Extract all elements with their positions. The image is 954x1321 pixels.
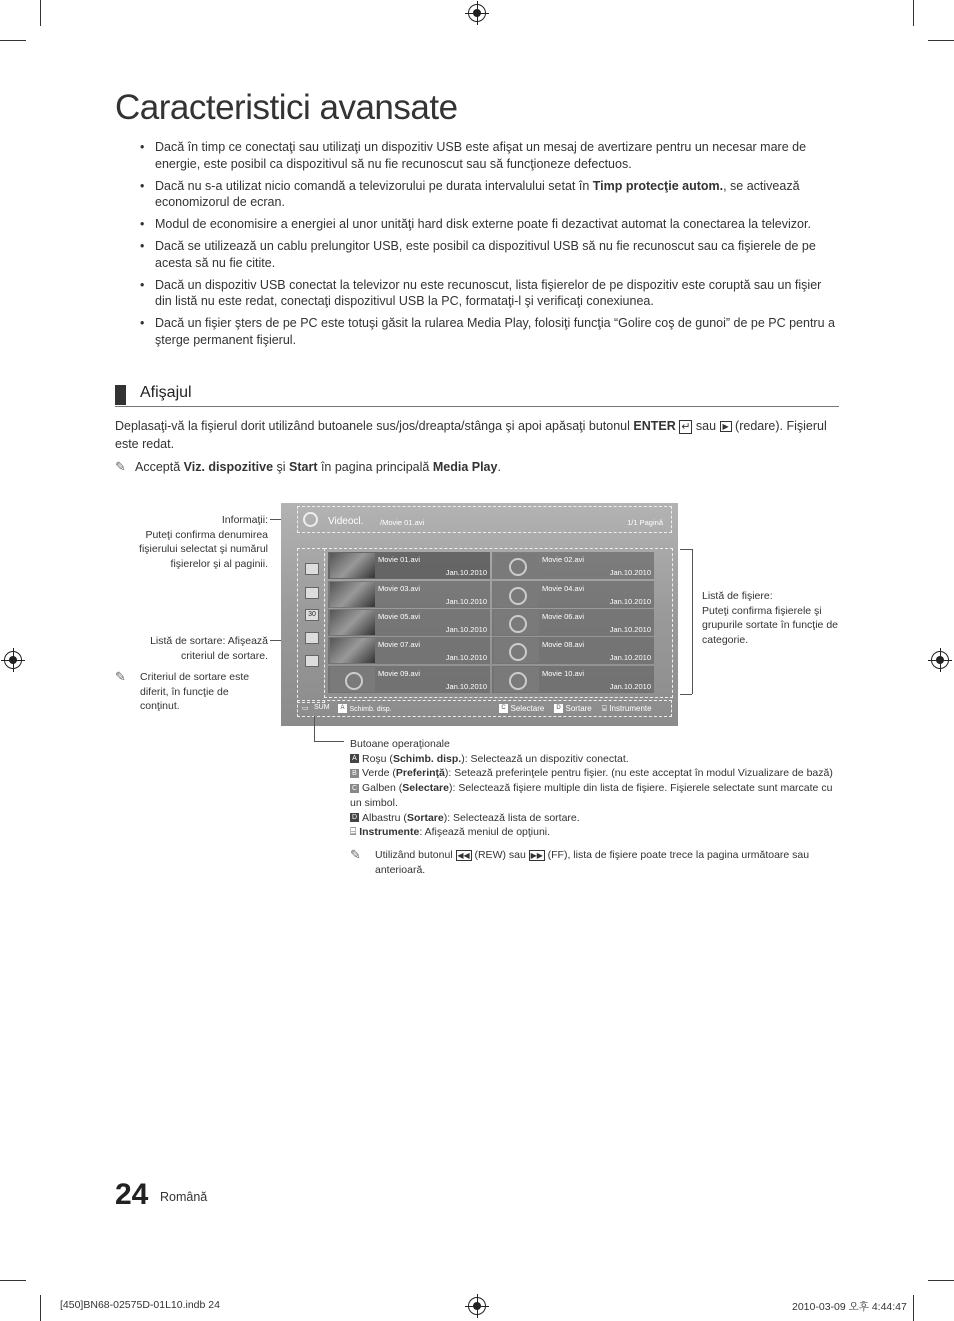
bracket-line [692, 549, 693, 694]
bullet-item: • Dacă se utilizează un cablu prelungitor USB, este posibil ca dispozitivul USB să nu fie recunoscut sau ca fişierele de pe acesta să nu fie citite. [140, 238, 840, 271]
registration-mark-icon [468, 4, 486, 22]
ops-blue [350, 811, 840, 826]
key-c: C [499, 704, 508, 713]
file-item[interactable] [328, 552, 490, 579]
crop-mark [0, 40, 26, 41]
green-key-icon: B [350, 769, 359, 778]
thumbnail [330, 582, 375, 607]
sort-button[interactable] [554, 703, 592, 713]
section-header [115, 383, 839, 407]
footer-date: 2010-03-09 오후 4:44:47 [792, 1301, 907, 1313]
media-play-screen [281, 503, 678, 726]
ops-green [350, 766, 840, 781]
file-name: Movie 06.avi [542, 612, 585, 621]
para-text: (redare). Fişierul este redat. [115, 419, 827, 451]
crop-mark [913, 1295, 914, 1321]
file-name: Movie 10.avi [542, 669, 585, 678]
callout-text: Puteţi confirma denumirea fişierului selectat şi numărul fişierelor şi al paginii. [139, 528, 268, 570]
info-bar [297, 506, 672, 533]
info-callout [130, 513, 268, 571]
sort-list [297, 548, 325, 703]
tools-icon: ⌸ [350, 826, 360, 839]
bullet-item: • Dacă nu s-a utilizat nicio comandă a televizorului pe durata intervalului setat în Timp protecţie autom., se activează economizorul de ecran. [140, 178, 840, 211]
ops-text: ): Selectează un dispozitiv conectat. [461, 752, 629, 765]
language-label: Română [160, 1190, 208, 1204]
file-item[interactable] [492, 666, 654, 693]
folder-icon[interactable] [305, 563, 319, 575]
file-item[interactable] [328, 666, 490, 693]
file-name: Movie 03.avi [378, 584, 421, 593]
change-device-button[interactable] [338, 703, 392, 713]
operation-buttons [350, 737, 840, 877]
thumbnail [330, 610, 375, 635]
calendar-month-icon[interactable] [305, 632, 319, 644]
button-label: Selectare [510, 704, 545, 713]
film-reel-icon [494, 553, 539, 578]
file-path: /Movie 01.avi [380, 518, 425, 527]
file-name: Movie 09.avi [378, 669, 421, 678]
file-list [324, 548, 673, 698]
ops-red [350, 752, 840, 767]
crop-mark [928, 40, 954, 41]
ops-text: ): Selectează fişiere multiple din lista de fişiere. Fişierele selectate sunt marcate cu un simbol. [350, 782, 833, 809]
file-name: Movie 01.avi [378, 555, 421, 564]
callout-title: Listă de fişiere: [702, 590, 773, 602]
registration-mark-icon [4, 651, 22, 669]
bold-term: Start [289, 460, 318, 474]
page-number: 24 [115, 1178, 149, 1211]
fast-forward-icon: ▶▶ [530, 850, 543, 860]
film-reel-icon [303, 512, 318, 527]
film-reel-icon [494, 667, 539, 692]
file-date: Jan.10.2010 [445, 597, 487, 606]
callout-title: Informaţii: [221, 514, 268, 526]
bold-term: Schimb. disp. [392, 752, 462, 765]
file-date: Jan.10.2010 [609, 597, 651, 606]
bullet-item: • Dacă un fişier şters de pe PC este totuşi găsit la rularea Media Play, folosiţi funcţia “Golire coş de gunoi” de pe PC pentru a şterge permanent fişierul. [140, 315, 840, 348]
bold-term: Viz. dispozitive [183, 460, 274, 474]
image-icon[interactable] [305, 587, 319, 599]
button-label: Instrumente [609, 704, 652, 713]
calendar-icon[interactable]: 30 [305, 609, 319, 621]
ops-text: Verde ( [362, 767, 396, 780]
operation-bar [297, 700, 672, 717]
file-item[interactable] [328, 637, 490, 664]
ops-yellow [350, 781, 840, 810]
ops-text: Albastru ( [362, 811, 407, 824]
star-icon[interactable] [305, 655, 319, 667]
file-date: Jan.10.2010 [609, 653, 651, 662]
file-item[interactable] [492, 552, 654, 579]
tools-icon: ⌸ [602, 704, 607, 713]
ops-text: Utilizând butonul [375, 848, 456, 861]
bullet-list [140, 139, 840, 354]
select-button[interactable] [499, 703, 544, 713]
bold-term: Selectare [402, 782, 449, 795]
bold-term: Timp protecţie autom. [592, 178, 724, 193]
crop-mark [40, 1295, 41, 1321]
bold-term: Media Play [432, 460, 498, 474]
note-text: în pagina principală [317, 460, 433, 474]
file-name: Movie 05.avi [378, 612, 421, 621]
registration-mark-icon [468, 1297, 486, 1315]
ops-text: ): Selectează lista de sortare. [443, 811, 580, 824]
file-name: Movie 04.avi [542, 584, 585, 593]
file-item[interactable] [328, 609, 490, 636]
file-item[interactable] [328, 581, 490, 608]
ops-text: (FF), lista de fişiere poate trece la pagina următoare sau anterioară. [375, 848, 810, 876]
ops-tools [350, 825, 840, 840]
bold-term: Preferinţă [395, 767, 445, 780]
section-bar [115, 385, 126, 405]
registration-mark-icon [931, 651, 949, 669]
yellow-key-icon: C [351, 784, 358, 792]
bracket-line [680, 549, 692, 550]
ops-title: Butoane operaţionale [350, 738, 450, 750]
file-item[interactable] [492, 637, 654, 664]
file-name: Movie 07.avi [378, 640, 421, 649]
pencil-note-icon: ✎ [115, 669, 126, 684]
pencil-note-icon: ✎ [115, 459, 126, 474]
bold-term: Instrumente [359, 826, 420, 839]
bold-term: Sortare [406, 811, 444, 824]
file-date: Jan.10.2010 [445, 568, 487, 577]
red-key-icon: A [350, 754, 359, 763]
sort-callout: Listă de sortare: Afişează criteriul de sortare. [150, 635, 268, 662]
file-date: Jan.10.2010 [609, 625, 651, 634]
ops-text: : Afişează meniul de opţiuni. [419, 826, 551, 839]
bullet-item: • Modul de economisire a energiei al unor unităţi hard disk externe poate fi dezactivat automat la conectarea la televizor. [140, 216, 840, 233]
film-reel-icon [494, 610, 539, 635]
section-title: Afişajul [140, 384, 192, 401]
film-reel-icon [330, 667, 375, 692]
ops-text: Galben ( [362, 782, 403, 795]
file-date: Jan.10.2010 [445, 653, 487, 662]
file-name: Movie 08.avi [542, 640, 585, 649]
footer-file: [450]BN68-02575D-01L10.indb 24 [60, 1299, 220, 1311]
page-info: 1/1 Pagină [627, 518, 663, 527]
thumbnail [330, 638, 375, 663]
bullet-item: • Dacă în timp ce conectaţi sau utilizaţi un dispozitiv USB este afişat un mesaj de avertizare pentru un necesar mare de energie, este posibil ca dispozitivul să nu fie recunoscut sau să funcţioneze defectuos. [140, 139, 840, 172]
filelist-callout [702, 589, 842, 647]
note-text: . [497, 460, 501, 474]
key-d: D [554, 704, 563, 713]
para-text: sau [692, 419, 720, 433]
file-date: Jan.10.2010 [445, 682, 487, 691]
thumbnail [330, 553, 375, 578]
crop-mark [913, 0, 914, 26]
file-date: Jan.10.2010 [609, 682, 651, 691]
enter-label: ENTER [633, 419, 676, 433]
film-reel-icon [494, 582, 539, 607]
category-label: Videocl. [328, 516, 364, 527]
para-text: Deplasaţi-vă la fişierul dorit utilizând butoanele sus/jos/dreapta/stânga şi apoi apăsaţi butonul [115, 419, 634, 433]
file-date: Jan.10.2010 [445, 625, 487, 634]
crop-mark [928, 1280, 954, 1281]
ops-text: Roşu ( [362, 752, 393, 765]
file-item[interactable] [492, 609, 654, 636]
pencil-note-icon: ✎ [350, 846, 361, 862]
film-reel-icon [494, 638, 539, 663]
play-icon: ▶ [720, 421, 732, 432]
button-label: Sortare [565, 704, 592, 713]
key-a: A [338, 704, 347, 713]
crop-mark [0, 1280, 26, 1281]
sort-note [115, 670, 265, 714]
usb-icon: ▭ [302, 705, 309, 712]
ops-note [350, 848, 840, 877]
display-paragraph [115, 418, 839, 453]
crop-mark [40, 0, 41, 26]
leader-line [314, 741, 344, 742]
note [115, 459, 501, 475]
device-sum: SUM [314, 704, 330, 711]
tools-button[interactable] [602, 703, 652, 714]
file-item[interactable] [492, 581, 654, 608]
callout-text: Puteţi confirma fişierele şi grupurile sortate în funcţie de categorie. [702, 604, 838, 646]
bracket-line [680, 694, 692, 695]
note-text: şi [273, 460, 289, 474]
ops-text: (REW) sau [471, 848, 529, 861]
leader-line [314, 716, 315, 741]
callout-text: Criteriul de sortare este diferit, în funcţie de conţinut. [140, 671, 250, 712]
file-name: Movie 02.avi [542, 555, 585, 564]
ops-text: ): Setează preferinţele pentru fişier. (nu este acceptat în modul Vizualizare de bază) [444, 767, 833, 780]
page-title: Caracteristici avansate [115, 88, 458, 127]
note-text: Acceptă [135, 460, 184, 474]
blue-key-icon: D [351, 814, 358, 822]
enter-icon: ↵ [681, 421, 691, 433]
button-label: Schimb. disp. [349, 706, 392, 713]
rewind-icon: ◀◀ [457, 850, 470, 860]
file-date: Jan.10.2010 [609, 568, 651, 577]
bullet-item: • Dacă un dispozitiv USB conectat la televizor nu este recunoscut, lista fişierelor de pe dispozitiv este coruptă sau un fişier din listă nu este redat, conectaţi dispozitivul USB la PC, formataţi-l şi verificaţi conexiunea. [140, 277, 840, 310]
